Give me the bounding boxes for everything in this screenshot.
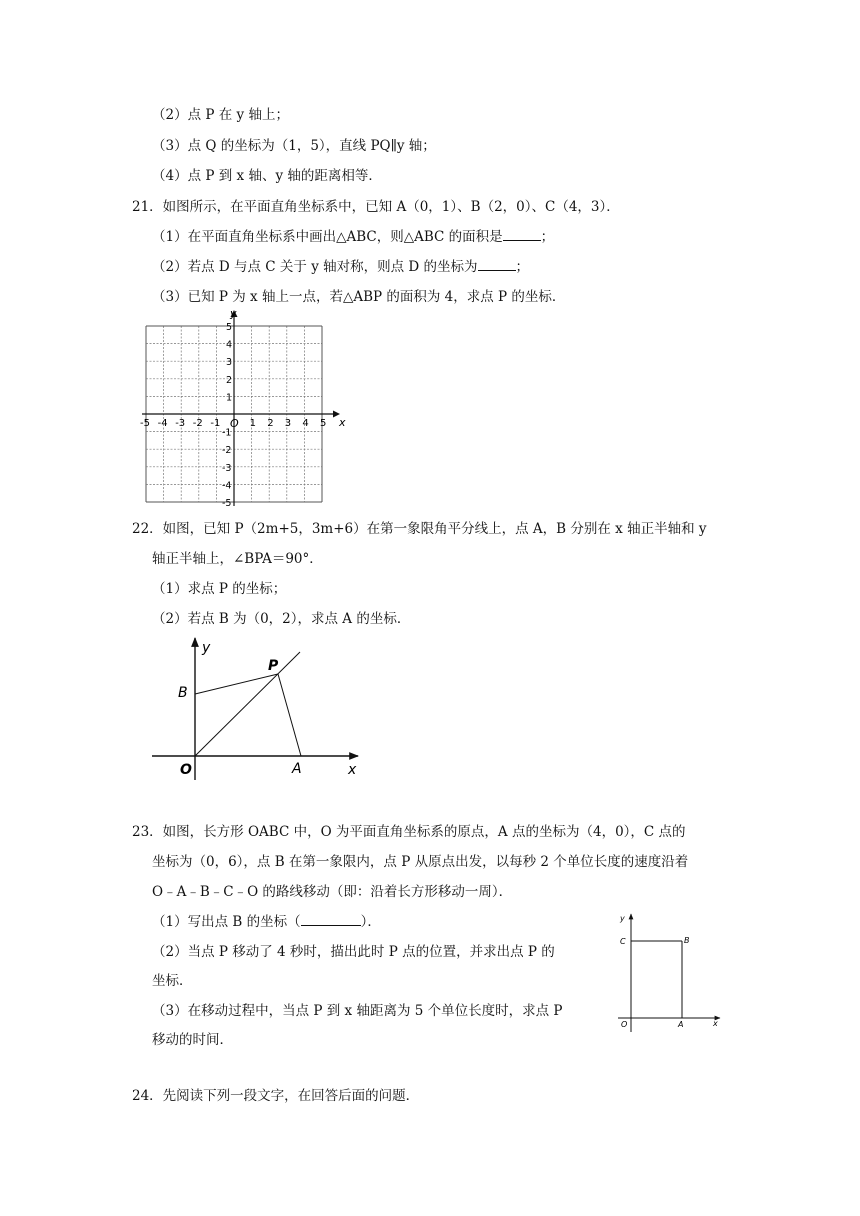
q22-stem-line2: 轴正半轴上，∠BPA＝90°． xyxy=(152,551,323,567)
q23-stem-line1: 23．如图，长方形 OABC 中，O 为平面直角坐标系的原点，A 点的坐标为（4，0），C 点的 xyxy=(132,824,686,840)
x-tick-label: -2 xyxy=(192,418,203,429)
grid-tick-labels xyxy=(140,322,326,509)
x-tick-label: -4 xyxy=(157,418,168,429)
fig22-O-label: O xyxy=(180,762,192,778)
segment-BP xyxy=(195,674,278,694)
x-tick-label: 4 xyxy=(302,418,309,429)
y-tick-label: -2 xyxy=(222,445,232,457)
q22-figure xyxy=(150,634,370,784)
q21-part3: （3）已知 P 为 x 轴上一点，若△ABP 的面积为 4，求点 P 的坐标． xyxy=(152,289,566,305)
q20-part3: （3）点 Q 的坐标为（1，5），直线 PQ∥y 轴； xyxy=(152,138,436,154)
y-tick-label: 5 xyxy=(226,322,233,333)
y-tick-label: 3 xyxy=(226,357,233,369)
q21-coordinate-grid xyxy=(140,306,360,509)
q21-stem: 21．如图所示，在平面直角坐标系中，已知 A（0，1）、B（2，0）、C（4，3）． xyxy=(132,199,620,215)
x-tick-label: -1 xyxy=(210,418,221,429)
fig22-y-label: y xyxy=(202,640,211,656)
fig23-x-label: x xyxy=(713,1019,718,1028)
q23-part1 xyxy=(152,913,381,931)
q21-part1 xyxy=(152,228,554,246)
q20-part4: （4）点 P 到 x 轴、y 轴的距离相等． xyxy=(152,168,382,184)
x-tick-label: -3 xyxy=(175,418,186,429)
bisector-line xyxy=(195,652,300,756)
q23-stem-line3: O﹣A﹣B﹣C﹣O 的路线移动（即：沿着长方形移动一周）． xyxy=(152,884,513,900)
q21-part2-end: ； xyxy=(515,259,530,275)
fig23-O-label: O xyxy=(621,1020,628,1029)
q21-part1-end: ； xyxy=(540,229,555,245)
x-tick-label: 1 xyxy=(249,418,256,429)
q23-part3-line1: （3）在移动过程中，当点 P 到 x 轴距离为 5 个单位长度时，求点 P xyxy=(152,1003,563,1019)
fig22-x-label: x xyxy=(348,762,357,778)
fig22-B-label: B xyxy=(178,685,188,701)
q23-figure xyxy=(610,910,730,1035)
q23-part1-text: （1）写出点 B 的坐标（ xyxy=(152,914,301,930)
origin-label: O xyxy=(230,417,239,430)
q22-part2: （2）若点 B 为（0，2），求点 A 的坐标． xyxy=(152,611,411,627)
q20-part2: （2）点 P 在 y 轴上； xyxy=(152,107,289,123)
x-tick-label: 2 xyxy=(267,418,274,429)
q23-part1-end: ）． xyxy=(360,914,381,930)
q22-part1: （1）求点 P 的坐标； xyxy=(152,581,287,597)
y-tick-label: -4 xyxy=(222,480,232,492)
y-tick-label: -1 xyxy=(222,427,232,439)
answer-blank[interactable] xyxy=(301,913,361,926)
answer-blank[interactable] xyxy=(503,228,541,241)
y-tick-label: -5 xyxy=(222,498,232,509)
q24-stem: 24．先阅读下列一段文字，在回答后面的问题． xyxy=(132,1088,420,1104)
fig23-A-label: A xyxy=(678,1020,684,1029)
segment-PA xyxy=(278,674,301,756)
answer-blank[interactable] xyxy=(478,258,516,271)
fig23-y-label: y xyxy=(620,914,625,923)
fig23-C-label: C xyxy=(620,937,626,946)
fig23-B-label: B xyxy=(684,936,690,945)
y-tick-label: 2 xyxy=(226,374,233,386)
fig22-A-label: A xyxy=(292,761,302,777)
y-tick-label: -3 xyxy=(222,462,232,474)
q23-part3-line2: 移动的时间． xyxy=(152,1032,233,1048)
q23-part2-line2: 坐标． xyxy=(152,973,193,989)
q23-stem-line2: 坐标为（0，6），点 B 在第一象限内，点 P 从原点出发，以每秒 2 个单位长度的速度沿着 xyxy=(152,854,689,870)
x-axis-label: x xyxy=(339,416,346,429)
x-tick-label: 3 xyxy=(284,418,292,429)
grid-axes xyxy=(142,310,340,506)
q22-stem-line1: 22．如图，已知 P（2m+5，3m+6）在第一象限角平分线上，点 A，B 分别在 x 轴正半轴和 y xyxy=(132,521,707,537)
q23-part2-line1: （2）当点 P 移动了 4 秒时，描出此时 P 点的位置，并求出点 P 的 xyxy=(152,944,555,960)
y-axis-label: y xyxy=(230,307,237,320)
y-tick-label: 1 xyxy=(226,392,233,404)
q21-part1-text: （1）在平面直角坐标系中画出△ABC，则△ABC 的面积是 xyxy=(152,229,503,245)
x-tick-label: 5 xyxy=(320,418,327,429)
q21-part2 xyxy=(152,258,529,276)
fig22-P-label: P xyxy=(268,658,279,674)
q21-part2-text: （2）若点 D 与点 C 关于 y 轴对称，则点 D 的坐标为 xyxy=(152,259,478,275)
x-tick-label: -5 xyxy=(140,418,150,429)
y-tick-label: 4 xyxy=(226,339,233,351)
